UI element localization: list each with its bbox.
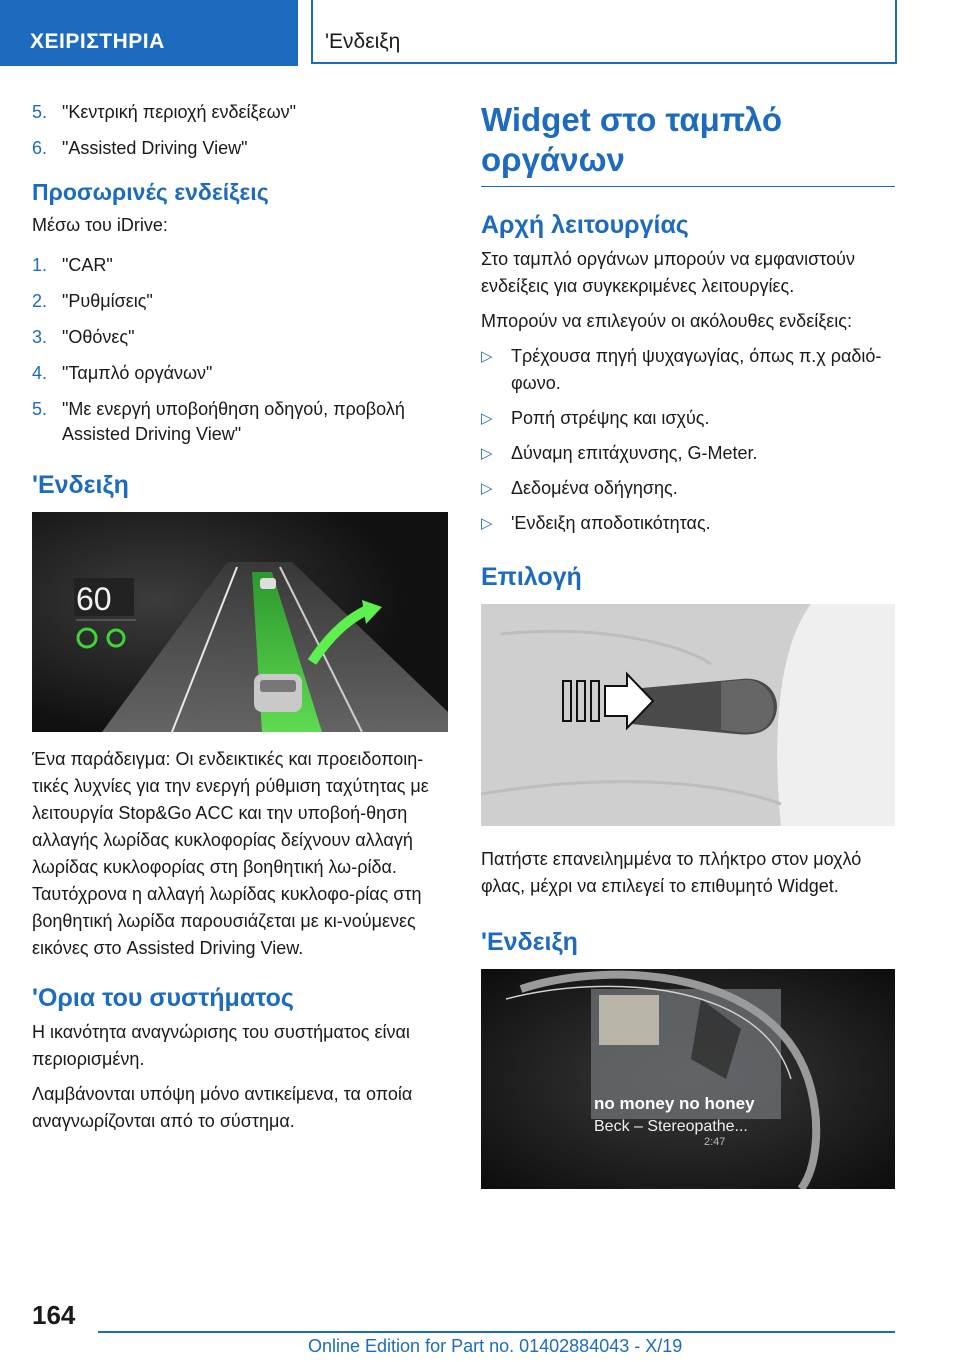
system-limits-p1: Η ικανότητα αναγνώρισης του συστήματος είναι περιορισμένη. [32,1022,410,1069]
song-artist: Beck – Stereopathe... [594,1118,748,1135]
list-text: "Ταμπλό οργάνων" [62,363,213,383]
principle-p1: Στο ταμπλό οργάνων μπορούν να εμφανιστούν ενδείξεις για συγκεκριμένες λειτουργίες. [481,249,855,296]
selection-heading: Επιλογή [481,563,582,591]
principle-p2: Μπορούν να επιλεγούν οι ακόλουθες ενδείξεις: [481,311,852,331]
driving-view-illustration [32,512,448,732]
triangle-bullet-icon: ▷ [481,410,493,427]
assisted-driving-view-image [32,512,448,732]
list-text: 'Ενδειξη αποδοτικότητας. [511,513,711,533]
widget-display-image [481,969,895,1189]
triangle-bullet-icon: ▷ [481,348,493,365]
section-tab [0,0,298,66]
subsection-title: 'Ενδειξη [325,30,401,53]
speed-readout: 60 [76,581,112,617]
display-heading-left: 'Ενδειξη [32,471,129,499]
track-time: 2:47 [704,1136,726,1148]
list-text: "Assisted Driving View" [62,138,248,158]
list-number: 2. [32,291,48,311]
list-item [32,397,448,447]
list-text: Δύναμη επιτάχυνσης, G-Meter. [511,443,758,463]
widget-options-list [481,343,895,537]
edition-note: Online Edition for Part no. 01402884043 - X/19 [308,1336,683,1356]
temporary-displays-heading: Προσωρινές ενδείξεις [32,179,269,205]
system-limits-p2: Λαμβάνονται υπόψη μόνο αντικείμενα, τα οποία αναγνωρίζονται από το σύστημα. [32,1084,413,1131]
figure-1-caption: Ένα παράδειγμα: Οι ενδεικτικές και προειδοποιη-τικές λυχνίες για την ενεργή ρύθμιση ταχύτητας με λειτουργία Stop&Go ACC και την υποβοή-θηση αλλαγής λωρίδας κυκλοφορίας δείχνουν αλλαγή λωρίδας κυκλοφορίας στη βοηθητική λω-ρίδα. Ταυτόχρονα η αλλαγή λωρίδας κυκλοφο-ρίας στη βοηθητική λωρίδα παρουσιάζεται με κι-νούμενες εικόνες στο Assisted Driving View. [32,749,429,958]
temporary-displays-intro: Μέσω του iDrive: [32,215,168,235]
right-column [481,100,895,1189]
list-item [32,253,448,278]
list-item [32,136,448,161]
list-item [481,475,895,502]
list-text: Τρέχουσα πηγή ψυχαγωγίας, όπως π.χ ραδιό-φωνο. [511,346,882,393]
list-text: "Κεντρική περιοχή ενδείξεων" [62,102,297,122]
left-column [32,100,448,1143]
list-text: "CAR" [62,255,113,275]
triangle-bullet-icon: ▷ [481,480,493,497]
turn-signal-stalk-image [481,604,895,826]
widget-title: Widget στο ταμπλό οργάνων [481,100,895,187]
list-number: 4. [32,363,48,383]
system-limits-heading: 'Ορια του συστήματος [32,984,294,1012]
list-text: "Οθόνες" [62,327,135,347]
page-number: 164 [32,1300,76,1330]
list-item [481,440,895,467]
footer-divider [98,1331,895,1333]
list-number: 1. [32,255,48,275]
principle-heading: Αρχή λειτουργίας [481,211,689,239]
list-item [481,510,895,537]
list-text: "Με ενεργή υποβοήθηση οδηγού, προβολή Assisted Driving View" [62,399,405,444]
section-title: ΧΕΙΡΙΣΤΗΡΙΑ [30,30,165,53]
menu-steps-list [32,253,448,447]
list-text: Δεδομένα οδήγησης. [511,478,678,498]
display-heading-right: 'Ενδειξη [481,928,578,956]
subsection-tab [311,0,897,64]
list-item [32,361,448,386]
list-item [32,289,448,314]
list-number: 3. [32,327,48,347]
list-item [481,343,895,397]
stalk-illustration [481,604,895,826]
song-title: no money no honey [594,1094,755,1113]
page-header [0,0,960,66]
list-text: "Ρυθμίσεις" [62,291,153,311]
menu-path-list-continued [32,100,448,161]
triangle-bullet-icon: ▷ [481,515,493,532]
list-item [32,100,448,125]
list-number: 5. [32,399,48,419]
selection-instruction: Πατήστε επανειλημμένα το πλήκτρο στον μοχλό φλας, μέχρι να επιλεγεί το επιθυμητό Widget. [481,849,862,896]
list-text: Ροπή στρέψης και ισχύς. [511,408,710,428]
list-number: 5. [32,102,48,122]
list-item [32,325,448,350]
list-number: 6. [32,138,48,158]
list-item [481,405,895,432]
triangle-bullet-icon: ▷ [481,445,493,462]
widget-display-illustration [481,969,895,1189]
